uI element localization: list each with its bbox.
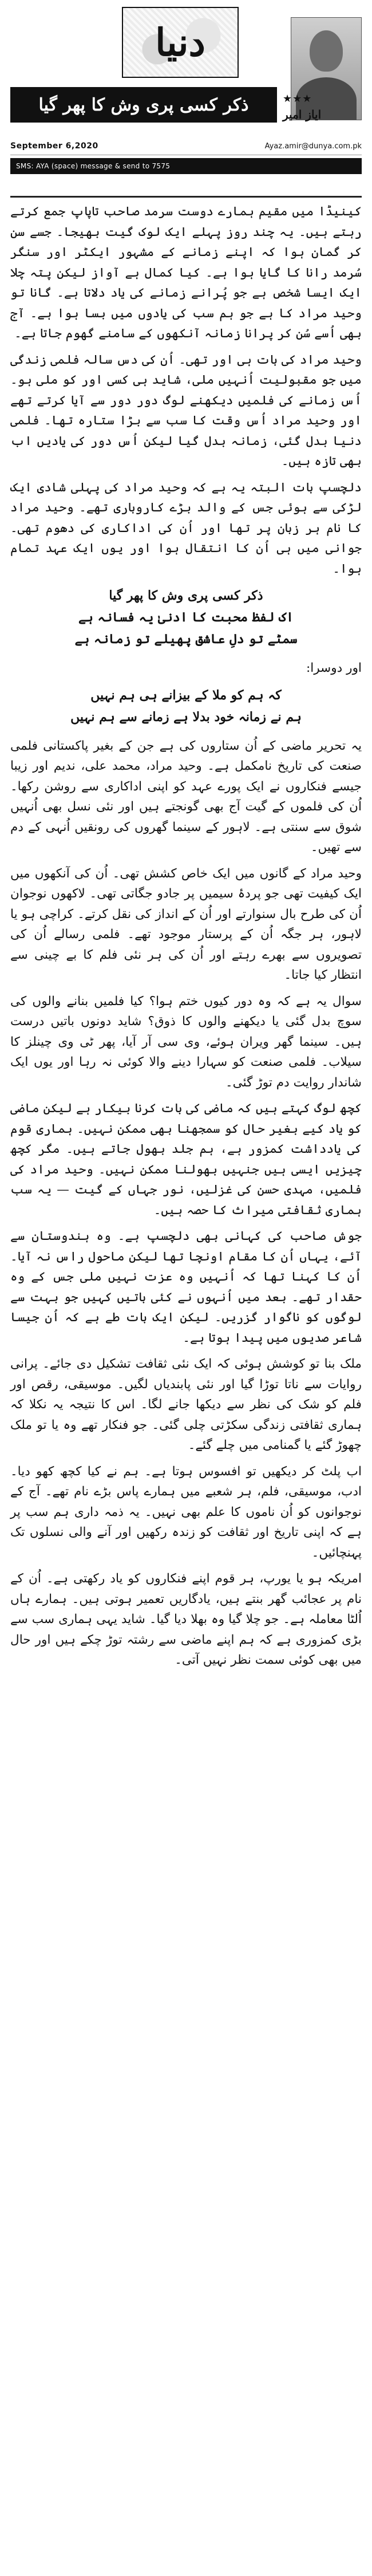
paragraph: یہ تحریر ماضی کے اُن ستاروں کی ہے جن کے بغیر پاکستانی فلمی صنعت کی تاریخ نامکمل ہے۔ وحید مراد، محمد علی، ندیم اور زیبا جیسے فنکاروں نے ایک پورے عہد کو اپنی اداکاری سے روشن رکھا۔ اُن کی فلموں کے گیت آج بھی گونجتے ہیں اور نئی نسل بھی اُنہیں شوق سے سنتی ہے۔ لاہور کے سینما گھروں کی رونقیں اُنہی کے دم سے تھیں۔ xyxy=(10,738,362,854)
date-bar xyxy=(10,137,362,155)
article-body xyxy=(10,202,362,1676)
column-header xyxy=(10,7,362,198)
paragraph: اب پلٹ کر دیکھیں تو افسوس ہوتا ہے۔ ہم نے کیا کچھ کھو دیا۔ ادب، موسیقی، فلم، ہر شعبے میں ہمارے پاس بڑے نام تھے۔ آج کے نوجوانوں کو اُن ناموں کا علم بھی نہیں۔ یہ ذمہ داری ہم سب پر ہے کہ اپنی تاریخ اور ثقافت کو زندہ رکھیں اور آنے والی نسلوں تک پہنچائیں۔ xyxy=(10,1464,362,1560)
paragraph: اور دوسرا: xyxy=(306,661,362,675)
rating-stars: ★★★ xyxy=(283,93,312,105)
verse-line: ہم نے زمانہ خود بدلا ہے زمانے سے ہم نہیں xyxy=(70,709,302,724)
paragraph: سوال یہ ہے کہ وہ دور کیوں ختم ہوا؟ کیا فلمیں بنانے والوں کی سوچ بدل گئی یا دیکھنے والوں کا ذوق؟ شاید دونوں باتیں درست ہیں۔ سینما گھر ویران ہوئے، وی سی آر آیا، پھر ٹی وی چینلز کا سیلاب۔ فلمی صنعت کو سہارا دینے والا کوئی نہ رہا اور یوں ایک شاندار روایت دم توڑ گئی۔ xyxy=(10,994,362,1090)
author-photo-head xyxy=(310,30,343,72)
paragraph: امریکہ ہو یا یورپ، ہر قوم اپنے فنکاروں کو یاد رکھتی ہے۔ اُن کے نام پر عجائب گھر بنتے ہیں، یادگاریں تعمیر ہوتی ہیں۔ ہمارے ہاں اُلٹا معاملہ ہے۔ جو چلا گیا وہ بھلا دیا گیا۔ شاید یہی ہماری سب سے بڑی کمزوری ہے کہ ہم اپنے ماضی سے رشتہ توڑ چکے ہیں اور حال میں بھی کوئی سمت نظر نہیں آتی۔ xyxy=(10,1571,362,1667)
verse-line: ذکر کسی پری وش کا پھر گیا xyxy=(109,588,263,603)
author-name: ایاز امیر xyxy=(283,108,322,121)
paragraph: ملک بنا تو کوشش ہوئی کہ ایک نئی ثقافت تشکیل دی جائے۔ پرانی روایات سے ناتا توڑا گیا اور نئی پابندیاں لگیں۔ موسیقی، رقص اور فلم کو شک کی نظر سے دیکھا جانے لگا۔ اس کا نتیجہ یہ نکلا کہ ہماری ثقافتی زندگی سکڑتی چلی گئی۔ جو فنکار تھے وہ یا تو ملک چھوڑ گئے یا گمنامی میں چلے گئے۔ xyxy=(10,1357,362,1452)
verse-two xyxy=(10,684,362,728)
paragraph: کچھ لوگ کہتے ہیں کہ ماضی کی بات کرنا بیکار ہے لیکن ماضی کو یاد کیے بغیر حال کو سمجھنا بھی ممکن نہیں۔ ہماری قوم کی یادداشت کمزور ہے، ہم جلد بھول جاتے ہیں۔ مگر کچھ چیزیں ایسی ہیں جنہیں بھولنا ممکن نہیں۔ وحید مراد کی فلمیں، مہدی حسن کی غزلیں، نور جہاں کے گیت — یہ سب ہماری ثقافتی میراث کا حصہ ہیں۔ xyxy=(10,1101,362,1218)
paragraph: وحید مراد کی بات ہی اور تھی۔ اُن کی دس سالہ فلمی زندگی میں جو مقبولیت اُنہیں ملی، شاید ہی کسی اور کو ملی ہو۔ اُس زمانے کی فلمیں دیکھنے لوگ دور دور سے آیا کرتے تھے اور وحید مراد اُس وقت کا سب سے بڑا ستارہ تھا۔ فلمی دنیا بدل گئی، زمانہ بدل گیا لیکن اُس دور کی یادیں اب بھی تازہ ہیں۔ xyxy=(10,352,362,468)
verse-line: اک لفظ محبت کا ادنیٰ یہ فسانہ ہے xyxy=(78,610,294,625)
publish-date: September 6,2020 xyxy=(10,141,98,151)
paragraph: کینیڈا میں مقیم ہمارے دوست سرمد صاحب تاپاپ جمع کرتے رہتے ہیں۔ یہ چند روز پہلے ایک لوک گیت بھیجا۔ جسے سن کر گمان ہوا کہ اپنے زمانے کے مشہور ایکٹر اور سنگر سُرمد رانا کا گایا ہوا ہے۔ کیا کمال ہے آواز لیکن پتہ چلا ایک ایسا شخص ہے جو پُرانے زمانے کی یاد دلاتا ہے۔ گانا تو وحید مراد کا ہے جو ہم سب کی یادوں میں بسا ہوا ہے۔ آج بھی اُسے سُن کر پرانا زمانہ آنکھوں کے سامنے گھوم جاتا ہے۔ xyxy=(10,204,362,341)
paragraph: وحید مراد کے گانوں میں ایک خاص کشش تھی۔ اُن کی آنکھوں میں ایک کیفیت تھی جو پردۂ سیمیں پر جادو جگاتی تھی۔ لاکھوں نوجوان اُن کی طرح بال سنوارتے اور اُن کے انداز کی نقل کرتے۔ کراچی ہو یا لاہور، ہر جگہ اُن کے پرستار موجود تھے۔ فلمی رسالے اُن کی تصویروں سے بھرے رہتے اور اُن کی ہر نئی فلم کا بے چینی سے انتظار کیا جاتا۔ xyxy=(10,866,362,982)
newspaper-logo xyxy=(122,7,239,78)
column-title: ذکر کسی پری وش کا پھر گیا xyxy=(10,87,277,123)
author-photo xyxy=(291,17,362,120)
verse-line: سمٹے تو دلِ عاشق پھیلے تو زمانہ ہے xyxy=(74,632,298,647)
paragraph: جوش صاحب کی کہانی بھی دلچسپ ہے۔ وہ ہندوستان سے آئے، یہاں اُن کا مقام اونچا تھا لیکن ماحول راس نہ آیا۔ اُن کا کہنا تھا کہ اُنہیں وہ عزت نہیں ملی جس کے وہ حقدار تھے۔ بعد میں اُنہوں نے کئی باتیں کہیں جو بہت سے لوگوں کو ناگوار گزریں۔ لیکن ایک بات طے ہے کہ اُن جیسا شاعر صدیوں میں پیدا ہوتا ہے۔ xyxy=(10,1229,362,1345)
verse-line: کہ ہم کو ملا کے بیزانے ہی ہم نہیں xyxy=(90,687,282,703)
sms-bar: SMS: AYA (space) message & send to 7575 xyxy=(10,158,362,174)
paragraph: دلچسپ بات البتہ یہ ہے کہ وحید مراد کی پہلی شادی ایک لڑکی سے ہوئی جس کے والد بڑے کاروباری تھے۔ وحید مراد کا نام ہر زبان پر تھا اور اُن کی اداکاری کی دھوم تھی۔ جوانی میں ہی اُن کا انتقال ہوا اور یوں ایک عہد تمام ہوا۔ xyxy=(10,480,362,576)
verse-one xyxy=(10,585,362,650)
logo-text: دنیا xyxy=(155,20,205,65)
author-email[interactable]: Ayaz.amir@dunya.com.pk xyxy=(264,141,362,151)
